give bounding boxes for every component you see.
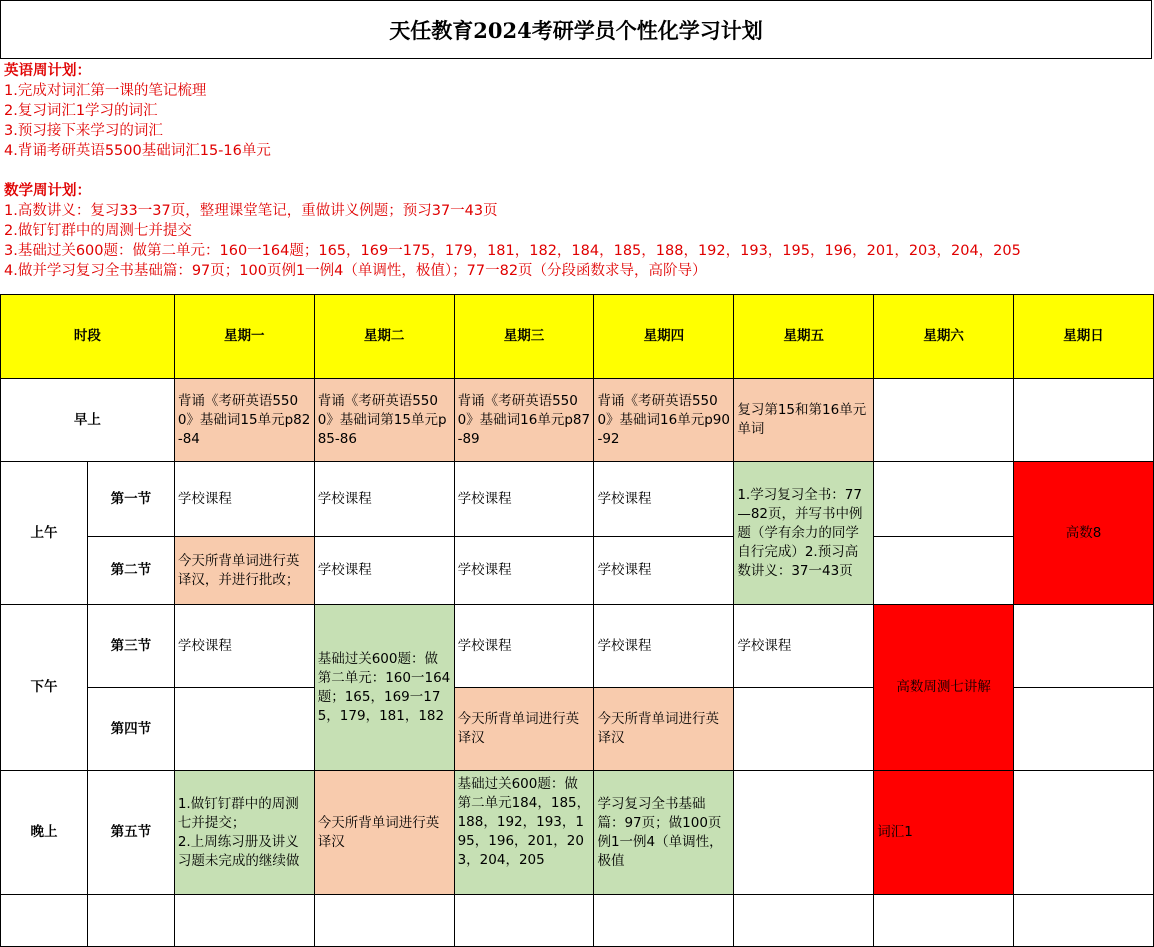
english-plan-item: 1.完成对词汇第一课的笔记梳理 — [4, 83, 207, 99]
cell-s5-wednesday: 基础过关600题：做第二单元184，185，188，192，193，195，196，201，203，204，205 — [454, 771, 594, 895]
cell-s5-friday — [734, 771, 874, 895]
label-session-3: 第三节 — [87, 605, 174, 688]
math-plan-item: 2.做钉钉群中的周测七并提交 — [4, 223, 192, 239]
header-wednesday: 星期三 — [454, 295, 594, 379]
math-plan-item: 1.高数讲义：复习33一37页，整理课堂笔记，重做讲义例题；预习37一43页 — [4, 203, 498, 219]
english-plan-item: 4.背诵考研英语5500基础词汇15-16单元 — [4, 143, 271, 159]
label-evening: 晚上 — [1, 771, 88, 895]
cell-s2-thursday: 学校课程 — [594, 537, 734, 605]
morning-row — [1, 379, 1154, 462]
english-plan-item: 2.复习词汇1学习的词汇 — [4, 103, 158, 119]
label-session-1: 第一节 — [87, 462, 174, 537]
cell-morning-monday: 背诵《考研英语5500》基础词15单元p82-84 — [174, 379, 314, 462]
cell-s1-thursday: 学校课程 — [594, 462, 734, 537]
cell-s4-monday — [174, 688, 314, 771]
header-thursday: 星期四 — [594, 295, 734, 379]
cell-pm-tuesday: 基础过关600题：做第二单元：160一164题；165，169一175，179，181，182 — [314, 605, 454, 771]
cell-s3-monday: 学校课程 — [174, 605, 314, 688]
header-sunday: 星期日 — [1014, 295, 1154, 379]
cell-am-friday: 1.学习复习全书：77—82页，并写书中例题（学有余力的同学自行完成）2.预习高数讲义：37一43页 — [734, 462, 874, 605]
cell-pm-saturday: 高数周测七讲解 — [874, 605, 1014, 771]
header-friday: 星期五 — [734, 295, 874, 379]
cell-s2-saturday — [874, 537, 1014, 605]
empty-cell — [87, 895, 174, 947]
cell-s5-monday: 1.做钉钉群中的周测七并提交； 2.上周练习册及讲义习题未完成的继续做 — [174, 771, 314, 895]
cell-s1-tuesday: 学校课程 — [314, 462, 454, 537]
label-am: 上午 — [1, 462, 88, 605]
cell-am-sunday: 高数8 — [1014, 462, 1154, 605]
session3-row — [1, 605, 1154, 688]
empty-cell — [314, 895, 454, 947]
weekly-plan-notes — [4, 61, 1144, 281]
cell-morning-friday: 复习第15和第16单元单词 — [734, 379, 874, 462]
english-plan-item: 3.预习接下来学习的词汇 — [4, 123, 163, 139]
empty-cell — [734, 895, 874, 947]
header-monday: 星期一 — [174, 295, 314, 379]
empty-cell — [174, 895, 314, 947]
header-tuesday: 星期二 — [314, 295, 454, 379]
cell-s4-sunday — [1014, 688, 1154, 771]
cell-s3-sunday — [1014, 605, 1154, 688]
empty-row — [1, 895, 1154, 947]
cell-s1-wednesday: 学校课程 — [454, 462, 594, 537]
cell-morning-sunday — [1014, 379, 1154, 462]
math-plan-heading: 数学周计划： — [4, 183, 91, 199]
label-session-5: 第五节 — [87, 771, 174, 895]
cell-morning-saturday — [874, 379, 1014, 462]
empty-cell — [594, 895, 734, 947]
cell-s2-wednesday: 学校课程 — [454, 537, 594, 605]
session2-row — [1, 537, 1154, 605]
empty-cell — [1, 895, 88, 947]
cell-s5-sunday — [1014, 771, 1154, 895]
english-plan-heading: 英语周计划： — [4, 63, 91, 79]
session5-row — [1, 771, 1154, 895]
cell-s4-thursday: 今天所背单词进行英译汉 — [594, 688, 734, 771]
label-session-2: 第二节 — [87, 537, 174, 605]
empty-cell — [874, 895, 1014, 947]
schedule-table — [0, 294, 1154, 947]
cell-morning-tuesday: 背诵《考研英语5500》基础词第15单元p85-86 — [314, 379, 454, 462]
cell-s4-wednesday: 今天所背单词进行英译汉 — [454, 688, 594, 771]
cell-morning-thursday: 背诵《考研英语5500》基础词16单元p90-92 — [594, 379, 734, 462]
page-title: 天任教育2024考研学员个性化学习计划 — [0, 0, 1152, 59]
empty-cell — [454, 895, 594, 947]
cell-morning-wednesday: 背诵《考研英语5500》基础词16单元p87-89 — [454, 379, 594, 462]
cell-s5-saturday: 词汇1 — [874, 771, 1014, 895]
cell-s5-tuesday: 今天所背单词进行英译汉 — [314, 771, 454, 895]
cell-s4-friday — [734, 688, 874, 771]
cell-s5-thursday: 学习复习全书基础篇：97页；做100页例1一例4（单调性，极值 — [594, 771, 734, 895]
cell-s1-saturday — [874, 462, 1014, 537]
spacer — [4, 161, 1144, 181]
cell-s1-monday: 学校课程 — [174, 462, 314, 537]
header-row — [1, 295, 1154, 379]
empty-cell — [1014, 895, 1154, 947]
header-saturday: 星期六 — [874, 295, 1014, 379]
math-plan-item: 4.做并学习复习全书基础篇：97页；100页例1一例4（单调性，极值）；77一82页（分段函数求导，高阶导） — [4, 263, 707, 279]
session1-row — [1, 462, 1154, 537]
cell-s2-monday: 今天所背单词进行英译汉，并进行批改； — [174, 537, 314, 605]
label-pm: 下午 — [1, 605, 88, 771]
cell-s3-thursday: 学校课程 — [594, 605, 734, 688]
cell-s3-friday: 学校课程 — [734, 605, 874, 688]
header-period: 时段 — [1, 295, 175, 379]
cell-s3-wednesday: 学校课程 — [454, 605, 594, 688]
cell-s2-tuesday: 学校课程 — [314, 537, 454, 605]
label-morning: 早上 — [1, 379, 175, 462]
label-session-4: 第四节 — [87, 688, 174, 771]
math-plan-item: 3.基础过关600题：做第二单元：160一164题；165，169一175，179，181，182，184，185，188，192，193，195，196，201，203，204，205 — [4, 243, 1021, 259]
